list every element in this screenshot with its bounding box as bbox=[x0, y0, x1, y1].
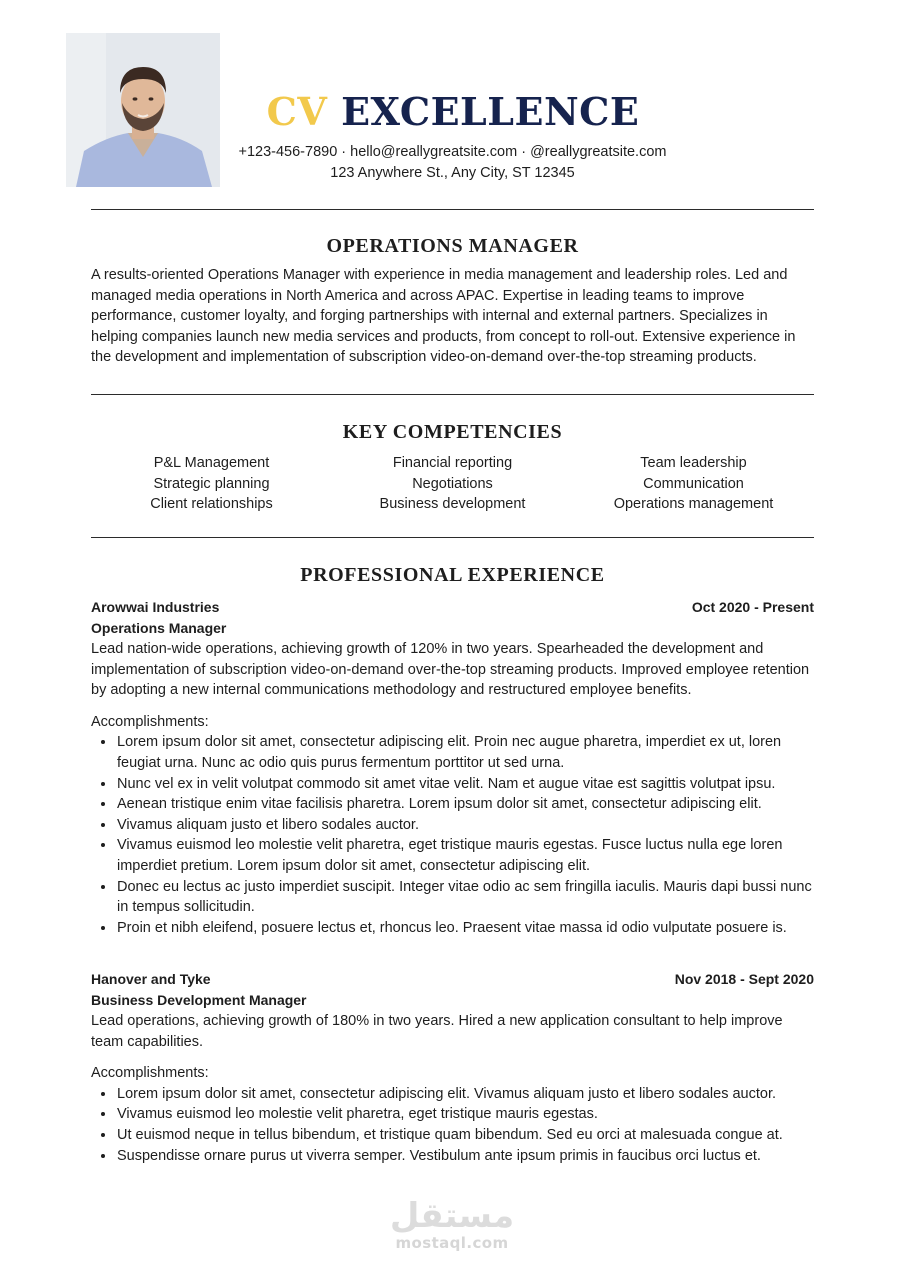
accomplishments-label: Accomplishments: bbox=[91, 1065, 209, 1082]
competency-item: Operations management bbox=[613, 496, 774, 513]
competency-item: Business development bbox=[379, 496, 526, 513]
list-item: • Nunc vel ex in velit volutpat commodo sit amet vitae velit. Nam et augue vitae est sagittis volutpat ipsu. bbox=[116, 774, 814, 795]
job-description: Lead nation-wide operations, achieving growth of 120% in two years. Spearheaded the development and implementation of subscription video-on-demand over-the-top streaming products. Improved employee retention by adopting a new internal communications methodology and restructured employee benefits. bbox=[91, 641, 810, 699]
competency-item: Financial reporting bbox=[392, 455, 513, 471]
list-item: • Proin et nibh eleifend, posuere lectus et, rhoncus leo. Praesent vitae massa id odio vulputate posuere is. bbox=[116, 918, 814, 939]
divider bbox=[91, 537, 814, 538]
list-item: • Vivamus aliquam justo et libero sodales auctor. bbox=[116, 815, 814, 836]
divider bbox=[91, 209, 814, 210]
profile-photo-illustration bbox=[66, 33, 220, 187]
list-item: • Ut euismod neque in tellus bibendum, et tristique quam bibendum. Sed eu orci at malesuada congue at. bbox=[116, 1125, 814, 1146]
contact-info bbox=[200, 142, 705, 183]
summary-title: OPERATIONS MANAGER bbox=[326, 235, 579, 257]
competency-item: Strategic planning bbox=[153, 475, 270, 492]
contact-line-phone-email: +123-456-7890 · hello@reallygreatsite.com · @reallygreatsite.com bbox=[238, 144, 667, 160]
list-item: • Vivamus euismod leo molestie velit pharetra, eget tristique mauris egestas. bbox=[116, 1104, 814, 1125]
job-description: Lead operations, achieving growth of 180% in two years. Hired a new application consultant to help improve team capabilities. bbox=[91, 1013, 783, 1050]
summary-text: A results-oriented Operations Manager with experience in media management and leadership roles. Led and managed media operations in North America and across APAC. Expertise in leading teams to improve performance, customer loyalty, and forging partnerships with internal and external partners. Specializes in helping companies launch new media services and products, from concept to roll-out. Extensive experience in the development and implementation of subscription video-on-demand over-the-top streaming products. bbox=[91, 267, 796, 366]
watermark-word: مستقل bbox=[389, 1196, 515, 1236]
profile-photo bbox=[66, 33, 220, 187]
list-item: • Lorem ipsum dolor sit amet, consectetur adipiscing elit. Vivamus aliquam justo et libero sodales auctor. bbox=[116, 1084, 814, 1105]
contact-line-address: 123 Anywhere St., Any City, ST 12345 bbox=[330, 164, 575, 181]
list-item: • Suspendisse ornare purus ut viverra semper. Vestibulum ante ipsum primis in faucibus orci luctus et. bbox=[116, 1146, 814, 1167]
list-item: • Aenean tristique enim vitae facilisis pharetra. Lorem ipsum dolor sit amet, consectetur adipiscing elit. bbox=[116, 794, 814, 815]
divider bbox=[91, 394, 814, 395]
list-item: • Donec eu lectus ac justo imperdiet suscipit. Integer vitae odio ac sem fringilla iaculis. Mauris dapi bussi nunc in tempus sollicitudin. bbox=[116, 877, 814, 918]
job-dates: Oct 2020 - Present bbox=[691, 599, 814, 615]
accomplishments-label: Accomplishments: bbox=[91, 713, 209, 730]
watermark bbox=[372, 1198, 532, 1252]
competencies-title: KEY COMPETENCIES bbox=[342, 421, 563, 443]
name-main: EXCELLENCE bbox=[341, 89, 640, 134]
job-role: Operations Manager bbox=[91, 620, 227, 636]
competency-item: Negotiations bbox=[412, 475, 493, 492]
name-accent: CV bbox=[266, 89, 328, 134]
job-entry bbox=[91, 597, 814, 938]
accomplishments-list bbox=[91, 732, 814, 938]
competencies-grid bbox=[91, 453, 814, 515]
job-company: Arowwai Industries bbox=[91, 599, 220, 615]
job-header bbox=[91, 597, 814, 618]
competency-item: P&L Management bbox=[153, 455, 270, 471]
job-dates: Nov 2018 - Sept 2020 bbox=[674, 971, 814, 987]
competency-item: Communication bbox=[643, 475, 744, 492]
job-header bbox=[91, 969, 814, 990]
list-item: • Lorem ipsum dolor sit amet, consectetur adipiscing elit. Proin nec augue pharetra, imperdiet ex ut, loren feugiat urna. Nunc ac odio quis purus fermentum porttitor ut sed urna. bbox=[116, 732, 814, 773]
job-entry bbox=[91, 969, 814, 1166]
page-title bbox=[236, 86, 670, 138]
accomplishments-list bbox=[91, 1084, 814, 1166]
experience-title: PROFESSIONAL EXPERIENCE bbox=[300, 564, 605, 586]
competency-item: Team leadership bbox=[640, 455, 747, 471]
competency-item: Client relationships bbox=[150, 496, 273, 513]
job-company: Hanover and Tyke bbox=[91, 971, 211, 987]
list-item: • Vivamus euismod leo molestie velit pharetra, eget tristique mauris egestas. Fusce luctus nulla ege loren imperdiet pretium. Lorem ipsum dolor sit amet, consectetur adipiscing elit. bbox=[116, 835, 814, 876]
watermark-domain: mostaql.com bbox=[395, 1234, 509, 1252]
job-role: Business Development Manager bbox=[91, 992, 307, 1008]
